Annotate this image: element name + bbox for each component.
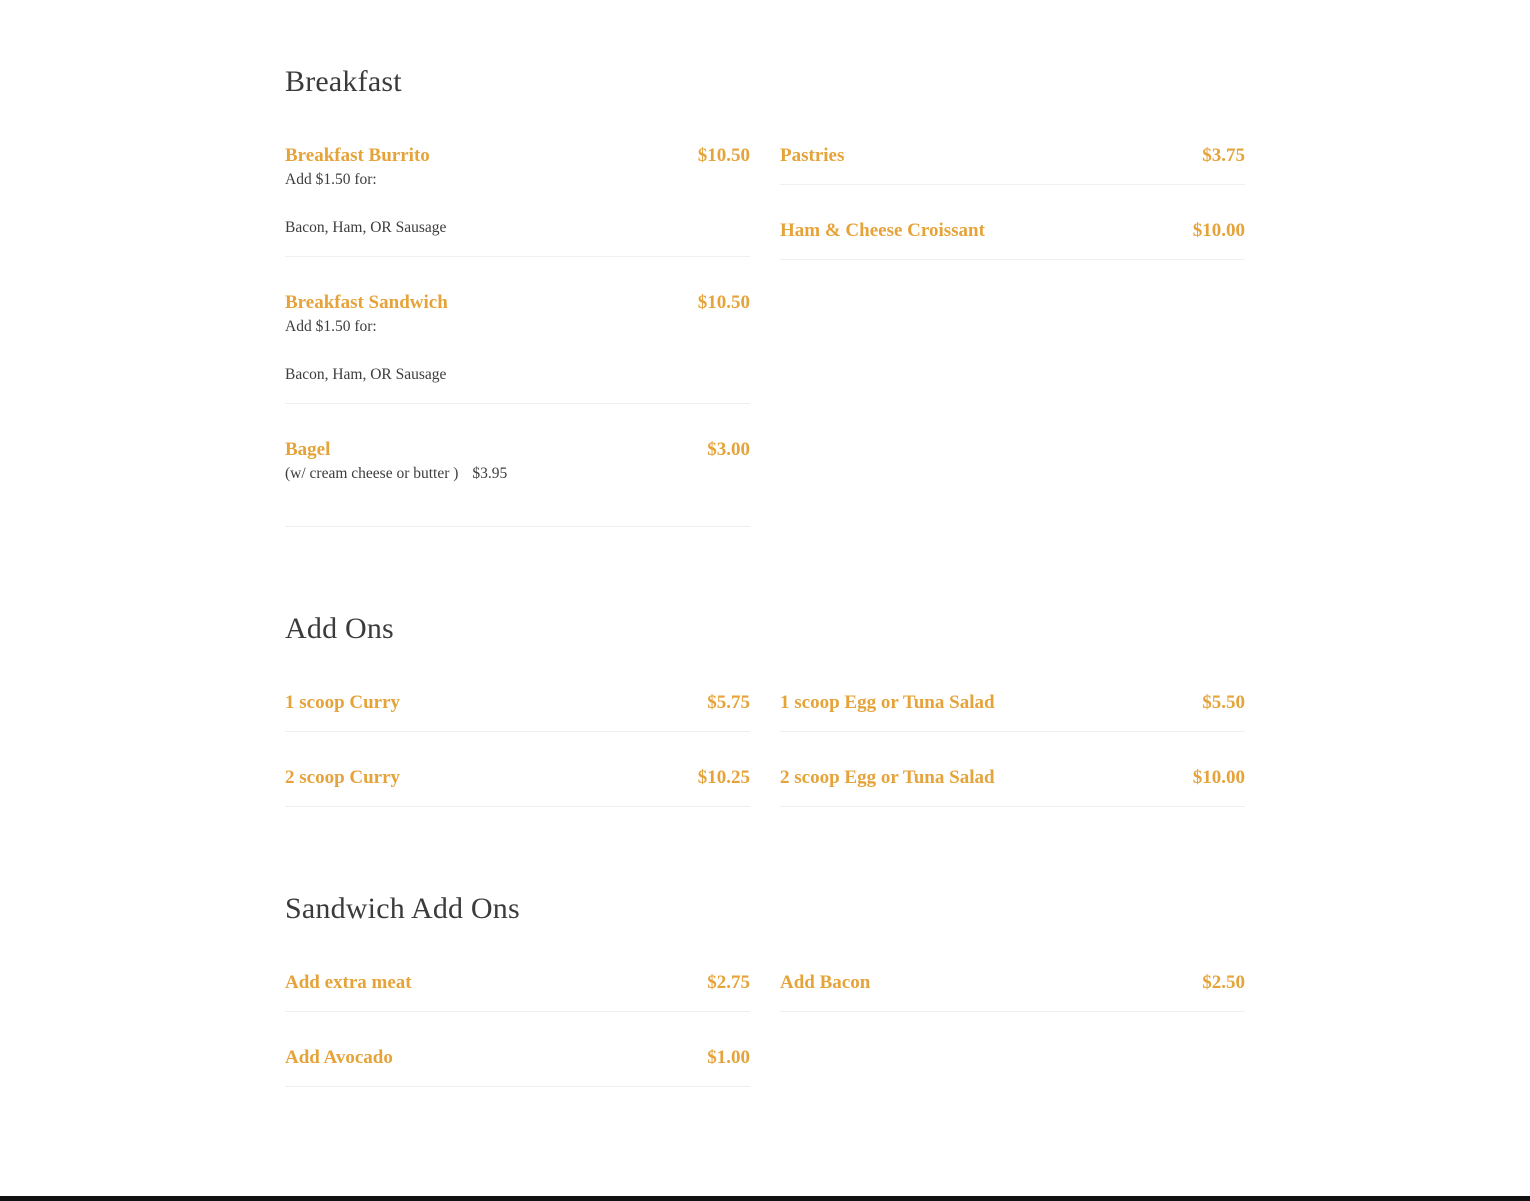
menu-item-breakfast-burrito[interactable] — [285, 144, 750, 257]
menu-item-name[interactable]: 1 scoop Curry — [285, 692, 401, 713]
menu-item-name[interactable]: Add Avocado — [285, 1047, 393, 1068]
menu-item-name[interactable]: 2 scoop Curry — [285, 767, 401, 788]
menu-item-price: $10.50 — [697, 292, 750, 313]
menu-item-price: $10.00 — [1192, 220, 1245, 241]
menu-item-description: Add $1.50 for: — [285, 171, 377, 188]
menu-item-name[interactable]: Breakfast Burrito — [285, 145, 430, 166]
menu-item-name[interactable]: Add Bacon — [780, 972, 871, 993]
menu-item-name[interactable]: Pastries — [780, 145, 845, 166]
menu-item-description — [285, 464, 507, 484]
section-title-breakfast: Breakfast — [285, 65, 402, 98]
menu-item-add-bacon[interactable] — [780, 971, 1245, 1012]
menu-item-2-scoop-curry[interactable] — [285, 766, 750, 807]
menu-item-price: $2.75 — [707, 972, 750, 993]
menu-item-1-scoop-curry[interactable] — [285, 691, 750, 732]
menu-item-description: Add $1.50 for: — [285, 318, 377, 335]
menu-item-add-extra-meat[interactable] — [285, 971, 750, 1012]
menu-item-price: $10.25 — [697, 767, 750, 788]
menu-item-name[interactable]: Breakfast Sandwich — [285, 292, 448, 313]
menu-item-name[interactable]: Add extra meat — [285, 972, 412, 993]
menu-item-name[interactable]: Bagel — [285, 439, 331, 460]
menu-item-pastries[interactable] — [780, 144, 1245, 185]
menu-item-description-text: (w/ cream cheese or butter ) — [285, 465, 459, 482]
menu-item-add-avocado[interactable] — [285, 1046, 750, 1087]
menu-item-price: $1.00 — [707, 1047, 750, 1068]
footer-bar — [0, 1196, 1530, 1201]
menu-item-name[interactable]: 2 scoop Egg or Tuna Salad — [780, 767, 995, 788]
menu-item-price: $5.75 — [707, 692, 750, 713]
menu-item-price: $2.50 — [1202, 972, 1245, 993]
menu-item-description-price: $3.95 — [472, 465, 508, 482]
menu-item-name[interactable]: Ham & Cheese Croissant — [780, 220, 985, 241]
menu-item-bagel[interactable] — [285, 438, 750, 527]
menu-item-description: Bacon, Ham, OR Sausage — [285, 219, 447, 236]
menu-item-breakfast-sandwich[interactable] — [285, 291, 750, 404]
menu-item-name[interactable]: 1 scoop Egg or Tuna Salad — [780, 692, 995, 713]
menu-item-price: $3.00 — [707, 439, 750, 460]
menu-item-1-scoop-egg-tuna[interactable] — [780, 691, 1245, 732]
menu-item-ham-cheese-croissant[interactable] — [780, 219, 1245, 260]
menu-item-2-scoop-egg-tuna[interactable] — [780, 766, 1245, 807]
section-title-sandwich-add-ons: Sandwich Add Ons — [285, 892, 520, 925]
menu-item-price: $3.75 — [1202, 145, 1245, 166]
menu-item-price: $10.00 — [1192, 767, 1245, 788]
menu-item-description: Bacon, Ham, OR Sausage — [285, 366, 447, 383]
menu-item-price: $10.50 — [697, 145, 750, 166]
section-title-add-ons: Add Ons — [285, 612, 394, 645]
menu-item-price: $5.50 — [1202, 692, 1245, 713]
